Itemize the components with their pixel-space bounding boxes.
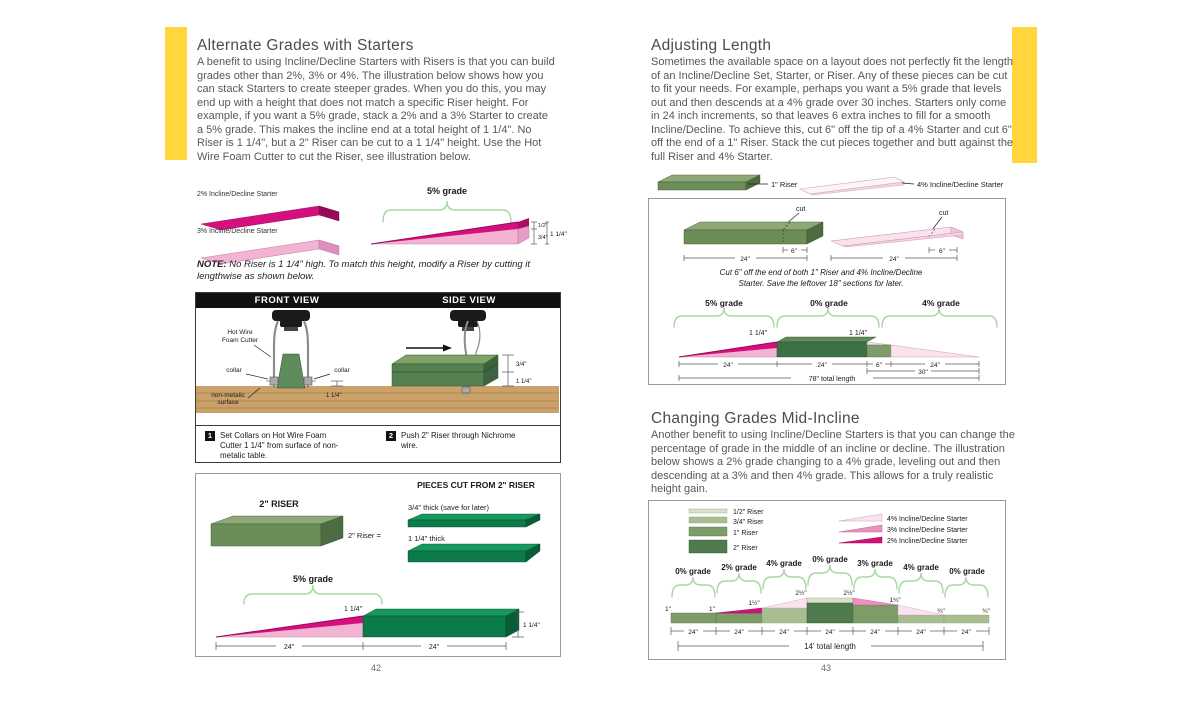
cut-length-box: [648, 198, 1006, 385]
starter-2pct-wedge: [201, 206, 339, 230]
step-2: [377, 426, 560, 468]
starter2-label: 2% Incline/Decline Starter: [197, 191, 278, 198]
starters-stack-diagram: [193, 180, 569, 265]
total-length-label: 14' total length: [804, 642, 856, 651]
riser-legend: [689, 509, 764, 553]
starter3-label: 3% Incline/Decline Starter: [197, 228, 278, 235]
step-1: [196, 426, 377, 468]
one-riser-swatch: [689, 527, 727, 536]
step-1-text: Set Collars on Hot Wire Foam Cutter 1 1/4" from surface of non- metalic table.: [220, 431, 339, 460]
svg-text:4% grade: 4% grade: [903, 563, 939, 572]
changing-grades-paragraph: Another benefit to using Incline/Decline Starters is that you can change the percentage of grade in the middle of an incline or decline. The illustration below shows a 2% grade changing to a 4% grade, leveling out and then descending at a 3% and then 4% grade. This allows for a truly realistic height gain.: [651, 429, 1015, 495]
svg-text:2% grade: 2% grade: [721, 563, 757, 572]
profile-grade-2: 0% grade: [810, 298, 848, 308]
hot-wire-label-1: Hot Wire: [227, 329, 253, 336]
foam-riser-block: [277, 354, 305, 388]
mini-legend: [650, 170, 1006, 198]
dim-half-label: 1/2": [538, 223, 548, 229]
profile-dim-3: 6": [876, 362, 882, 369]
starter-to-cut: [831, 227, 963, 247]
cut-caption-1: Cut 6" off the end of both 1" Riser and 4% Incline/Decline: [719, 268, 923, 277]
three-pct-swatch: [839, 525, 882, 532]
cutter-box-header: [196, 293, 560, 308]
svg-text:24": 24": [961, 629, 971, 636]
piece2-label: 1 1/4" thick: [408, 534, 445, 543]
note-label: NOTE:: [197, 259, 227, 270]
legend-riser-4: 2" Riser: [733, 545, 758, 552]
legend-riser-3: 1" Riser: [733, 530, 758, 537]
side-view-cutter: [392, 310, 531, 394]
mini-legend-starter-label: 4% Incline/Decline Starter: [917, 180, 1004, 189]
four-pct-swatch: [839, 514, 882, 521]
legend-starter-1: 4% Incline/Decline Starter: [887, 516, 968, 523]
cut-caption-2: Starter. Save the leftover 18" sections for later.: [738, 279, 904, 288]
profile-height-2: 1 1/4": [849, 330, 868, 337]
svg-text:0% grade: 0% grade: [812, 555, 848, 564]
svg-text:1½": 1½": [748, 600, 760, 607]
piece1-slab: [408, 514, 540, 527]
profile-grade-1: 5% grade: [705, 298, 743, 308]
starter-dim24-label: 24": [889, 256, 899, 263]
collar-left-label: collar: [226, 367, 242, 374]
collar-right-part: [304, 377, 312, 385]
two-riser-swatch: [689, 540, 727, 553]
legend-starter-2: 3% Incline/Decline Starter: [887, 527, 968, 534]
svg-text:1¾": 1¾": [889, 597, 901, 604]
four-pct-starter-swatch: [800, 177, 904, 195]
svg-text:4% grade: 4% grade: [766, 559, 802, 568]
dim-total-label: 1 1/4": [550, 231, 567, 238]
collar-left-part: [270, 377, 278, 385]
svg-text:24": 24": [779, 629, 789, 636]
stack-dimensions: [531, 222, 567, 244]
svg-text:1": 1": [665, 606, 671, 613]
riser-slab: [392, 364, 484, 386]
profile-height-1: 1 1/4": [749, 330, 768, 337]
svg-text:¾": ¾": [982, 608, 990, 615]
grade-braces: [672, 565, 988, 597]
grade5-brace: [383, 201, 511, 222]
grade5-brace-bottom: [244, 585, 382, 604]
one-inch-riser-swatch: [658, 175, 760, 190]
front-dim-label: 1 1/4": [326, 393, 342, 399]
profile-shapes: [679, 337, 979, 357]
svg-text:3% grade: 3% grade: [857, 559, 893, 568]
page-number-left: 42: [371, 663, 382, 673]
step-2-badge: 2: [386, 431, 396, 441]
piece2-slab: [408, 544, 540, 562]
dim-three-quarters-label: 3/4": [538, 235, 548, 241]
mid-incline-diagram: [649, 501, 1005, 659]
three-quarter-riser-swatch: [689, 517, 727, 523]
riser-pieces-box: [195, 473, 561, 657]
svg-text:2½": 2½": [795, 590, 807, 597]
segment-dimensions: [671, 627, 989, 651]
riser-eq-label: 2" Riser =: [348, 531, 381, 540]
profile-dim-4: 24": [930, 362, 940, 369]
two-inch-riser-block: [211, 516, 343, 546]
collar-right-label: collar: [334, 367, 350, 374]
brace-5pct: [674, 308, 774, 327]
riser-title: 2" RISER: [259, 499, 299, 509]
profile-total-label: 78" total length: [808, 376, 856, 383]
cutter-illustration: [196, 308, 559, 420]
profile-grade-3: 4% grade: [922, 298, 960, 308]
two-pct-swatch: [839, 537, 882, 543]
mid-incline-box: [648, 500, 1006, 660]
front-view-title: FRONT VIEW: [254, 295, 320, 306]
riser-pieces-diagram: [196, 474, 560, 656]
step-2-text: Push 2" Riser through Nichrome wire.: [401, 431, 516, 450]
svg-text:24": 24": [916, 629, 926, 636]
right-accent-bar: [1012, 27, 1037, 163]
riser-to-cut: [684, 222, 823, 244]
grade5-label: 5% grade: [426, 186, 468, 196]
svg-text:0% grade: 0% grade: [675, 567, 711, 576]
riser-dim6-label: 6": [791, 248, 797, 255]
stacked-wedge: [371, 218, 529, 244]
starter-legend: [839, 514, 968, 545]
left-accent-bar: [165, 27, 187, 160]
brace-0pct: [777, 308, 879, 327]
dim-left-label: 24": [283, 644, 295, 651]
riser-cut-dimensions: [684, 247, 807, 263]
hot-wire-cutter-box: [195, 292, 561, 463]
cut-length-diagram: [649, 199, 1005, 384]
side-dim-label: 1 1/4": [523, 622, 540, 629]
grade5-label-bottom: 5% grade: [292, 574, 334, 584]
piece1-label: 3/4" thick (save for later): [408, 503, 490, 512]
svg-text:0% grade: 0% grade: [949, 567, 985, 576]
page-title-right: Adjusting Length: [651, 37, 772, 54]
adjusting-length-paragraph: Sometimes the available space on a layout does not perfectly fit the length of an Incline/Decline Set, Starter, or Riser. Any of these pieces can be cut to fit your needs. For example, perhaps you want a 5% grade that levels out and then descends at a 4% grade over 30 inches. Starters only come in 24 inch increments, so that leaves 6 extra inches to fill for a smooth Incline/Decline. To achieve this, cut 6" off the tip of a 4% Starter and cut 6" off the end of a 1" Riser. Stack the cut pieces together and butt against the full Riser and 4% Starter.: [651, 56, 1014, 163]
side-dim-top-label: 3/4": [516, 362, 527, 368]
wood-surface: [196, 386, 559, 413]
half-riser-swatch: [689, 509, 727, 513]
profile-dim-30: 30": [918, 369, 928, 376]
svg-text:24": 24": [870, 629, 880, 636]
mini-legend-riser-label: 1" Riser: [771, 180, 798, 189]
cut-label-riser: cut: [796, 206, 806, 213]
brace-4pct: [882, 308, 997, 327]
profile-dim-2: 24": [817, 362, 827, 369]
side-dim-bottom-label: 1 1/4": [516, 379, 532, 385]
svg-text:24": 24": [825, 629, 835, 636]
page-number-right: 43: [821, 663, 832, 673]
note-text: No Riser is 1 1/4" high. To match this height, modify a Riser by cutting it lengthwise as shown below.: [197, 259, 531, 282]
svg-text:2½": 2½": [843, 590, 855, 597]
pieces-title: PIECES CUT FROM 2" RISER: [417, 480, 535, 490]
changing-grades-title: Changing Grades Mid-Incline: [651, 410, 860, 427]
hot-wire-label-2: Foam Cutter: [221, 337, 259, 344]
svg-text:1": 1": [709, 606, 715, 613]
push-arrow: [443, 345, 452, 352]
cutter-steps-row: [196, 425, 560, 468]
intro-paragraph: A benefit to using Incline/Decline Starters with Risers is that you can build grades other than 2%, 3% or 4%. The illustration below shows how you can stack Starters to create steeper grades. When you do this, you may end up with a height that does not match a specific Riser height. For example, if you want a 5% grade, stack a 2% and a 3% Starter to create a 5% grade. This makes the incline end at a total height of 1 1/4". No Riser is 1 1/4", but a 2" Riser can be cut to a 1 1/4" height. Use the Hot Wire Foam Cutter to cut the Riser, see illustration below.: [197, 56, 555, 163]
page-title: Alternate Grades with Starters: [197, 37, 414, 54]
legend-riser-2: 3/4" Riser: [733, 519, 764, 526]
cut-label-starter: cut: [939, 210, 949, 217]
starter-cut-dimensions: [831, 247, 957, 263]
ramp-assembly: [216, 609, 519, 637]
note-paragraph: [197, 259, 553, 283]
legend-riser-1: 1/2" Riser: [733, 509, 764, 516]
surface-label-2: surface: [217, 399, 239, 406]
surface-label-1: non-metalic: [211, 392, 245, 399]
starter-dim6-label: 6": [939, 248, 945, 255]
profile-dimensions: [679, 361, 979, 383]
legend-starter-3: 2% Incline/Decline Starter: [887, 538, 968, 545]
peak-dim-label: 1 1/4": [344, 606, 363, 613]
svg-text:¾": ¾": [937, 608, 945, 615]
svg-text:24": 24": [734, 629, 744, 636]
side-view-title: SIDE VIEW: [442, 295, 496, 306]
step-1-badge: 1: [205, 431, 215, 441]
dim-right-label: 24": [428, 644, 440, 651]
svg-text:24": 24": [688, 629, 698, 636]
riser-dim24-label: 24": [740, 256, 750, 263]
profile-dim-1: 24": [723, 362, 733, 369]
